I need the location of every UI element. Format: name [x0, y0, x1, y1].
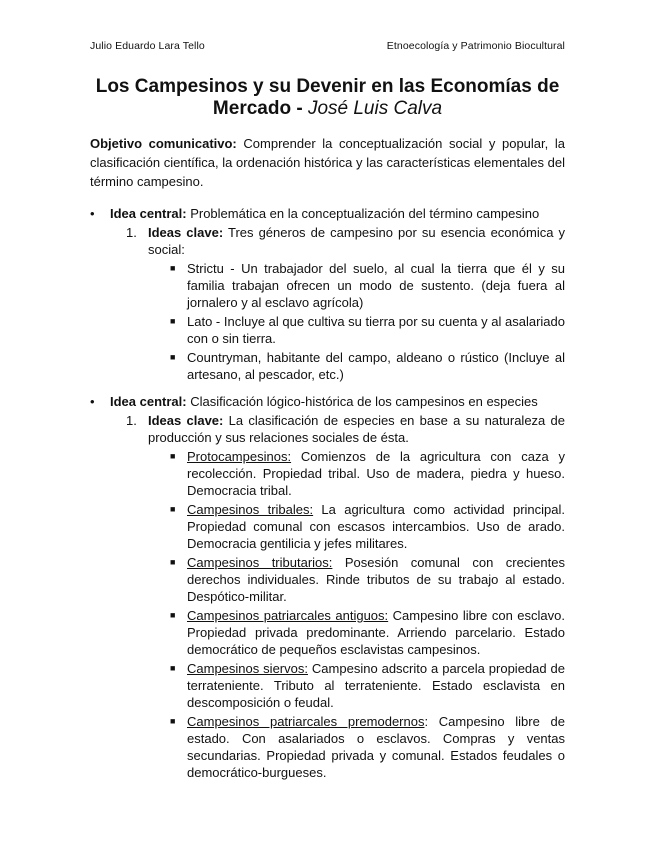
item-term: Campesinos siervos: — [187, 661, 308, 676]
bullet-dot: • — [90, 206, 95, 221]
list-item — [90, 713, 565, 781]
item-list — [90, 260, 565, 383]
list-item — [90, 660, 565, 711]
list-number: 1. — [126, 413, 137, 428]
list-item — [90, 501, 565, 552]
header-author: Julio Eduardo Lara Tello — [90, 40, 205, 52]
item-text: Lato - Incluye al que cultiva su tierra por su cuenta y al asalariado con o sin tierra. — [187, 314, 565, 346]
title-author: José Luis Calva — [307, 98, 443, 119]
list-item — [90, 607, 565, 658]
list-item — [90, 260, 565, 311]
section-2 — [90, 393, 565, 783]
idea-label: Idea central: — [110, 206, 187, 221]
item-text: Comienzos de la agricultura con caza y recolección. Propiedad tribal. Uso de madera, piedra y hueso. Democracia tribal. — [187, 449, 565, 498]
objective-paragraph — [90, 134, 565, 191]
square-bullet: ■ — [170, 316, 176, 326]
bullet-dot: • — [90, 394, 95, 409]
key-text: La clasificación de especies en base a su naturaleza de producción y sus relaciones sociales de ésta. — [148, 413, 565, 445]
objective-text: Comprender la conceptualización social y popular, la clasificación científica, la ordenación histórica y las características elementales del término campesino. — [90, 136, 565, 189]
square-bullet: ■ — [170, 663, 176, 673]
list-number: 1. — [126, 225, 137, 240]
item-text: Strictu - Un trabajador del suelo, al cual la tierra que él y su familia trabajan ofrecen un modo de sustento. (deja fuera al jornalero y al esclavo agrícola) — [187, 261, 565, 310]
item-term: Campesinos tributarios: — [187, 555, 333, 570]
item-term: Protocampesinos: — [187, 449, 292, 464]
key-label: Ideas clave: — [148, 413, 224, 428]
item-term: Campesinos patriarcales antiguos: — [187, 608, 389, 623]
square-bullet: ■ — [170, 352, 176, 362]
key-text: Tres géneros de campesino por su esencia económica y social: — [148, 225, 565, 257]
list-item — [90, 313, 565, 347]
title-main: Los Campesinos y su Devenir en las Economías de Mercado - — [95, 76, 560, 119]
list-item — [90, 554, 565, 605]
idea-text: Clasificación lógico-histórica de los campesinos en especies — [186, 394, 538, 409]
header-course: Etnoecología y Patrimonio Biocultural — [386, 40, 565, 52]
idea-central — [90, 393, 565, 410]
item-term: Campesinos tribales: — [187, 502, 314, 517]
square-bullet: ■ — [170, 504, 176, 514]
list-item — [90, 448, 565, 499]
item-text: Campesino libre con esclavo. Propiedad privada predominante. Arriendo parcelario. Estado democrático de pequeños esclavistas campesinos. — [187, 608, 566, 657]
item-term: Campesinos patriarcales premodernos — [187, 714, 425, 729]
key-label: Ideas clave: — [148, 225, 224, 240]
objective-label: Objetivo comunicativo: — [90, 136, 237, 151]
document-title — [90, 76, 565, 120]
idea-label: Idea central: — [110, 394, 187, 409]
item-list — [90, 448, 565, 781]
key-ideas — [90, 224, 565, 258]
item-text: La agricultura como actividad principal. Propiedad comunal con escasos intercambios. Uso de arado. Democracia gentilicia y jefes militares. — [187, 502, 566, 551]
square-bullet: ■ — [170, 557, 176, 567]
key-ideas — [90, 412, 565, 446]
idea-central — [90, 205, 565, 222]
item-text: Campesino adscrito a parcela propiedad de terrateniente. Tributo al terrateniente. Estado esclavista en descomposición o feudal. — [187, 661, 565, 710]
idea-text: Problemática en la conceptualización del término campesino — [186, 206, 540, 221]
item-text: Countryman, habitante del campo, aldeano o rústico (Incluye al artesano, al pescador, etc.) — [187, 350, 565, 382]
square-bullet: ■ — [170, 610, 176, 620]
square-bullet: ■ — [170, 263, 176, 273]
item-text: Posesión comunal con crecientes derechos individuales. Rinde tributos de su trabajo al estado. Despótico-militar. — [187, 555, 565, 604]
square-bullet: ■ — [170, 451, 176, 461]
item-text: : Campesino libre de estado. Con asalariados o esclavos. Compras y ventas secundarias. Propiedad privada y comunal. Estados feudales o democrático-burgueses. — [187, 714, 565, 780]
list-item — [90, 349, 565, 383]
section-1 — [90, 205, 565, 385]
square-bullet: ■ — [170, 716, 176, 726]
